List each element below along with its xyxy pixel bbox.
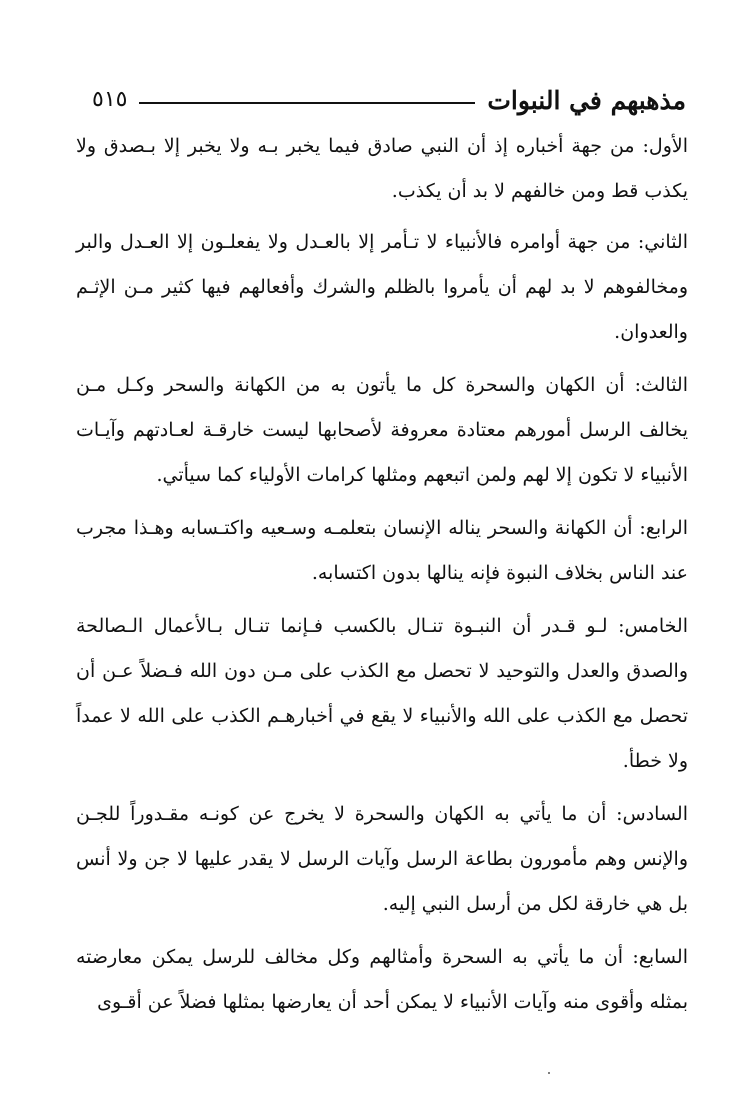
paragraph-seventh: السابع: أن ما يأتي به السحرة وأمثالهم وكل مخالف للرسل يمكن معارضته بمثله وأقوى منه وآيات الأنبياء لا يمكن أحد أن يعارضها بمثلها فضلاً عن أقـوى	[76, 946, 688, 1013]
paragraph-fifth: الخامس: لـو قـدر أن النبـوة تنـال بالكسب فـإنما تنـال بـالأعمال الـصالحة والصدق والعدل والتوحيد لا تحصل مع الكذب على مـن دون الله فـضلاً عـن أن تحصل مع الكذب على الله والأنبياء لا يقع في أخبارهـم الكذب على الله لا عمداً ولا خطأ.	[76, 615, 688, 772]
page-number: ٥١٥	[92, 87, 128, 112]
running-header	[92, 78, 686, 122]
paragraph-second: الثاني: من جهة أوامره فالأنبياء لا تـأمر إلا بالعـدل ولا يفعلـون إلا العـدل والبر ومخالفوهم لا بد لهم أن يأمروا بالظلم والشرك وأفعالهم فيها كثير مـن الإثـم والعدوان.	[76, 231, 688, 343]
paragraph-first: الأول: من جهة أخباره إذ أن النبي صادق فيما يخبر بـه ولا يخبر إلا بـصدق ولا يكذب قط ومن خالفهم لا بد أن يكذب.	[76, 135, 688, 202]
body-text	[76, 124, 688, 1033]
paragraph-third: الثالث: أن الكهان والسحرة كل ما يأتون به من الكهانة والسحر وكـل مـن يخالف الرسل أمورهم معتادة معروفة لأصحابها ليست خارقـة لعـادتهم وآيـات الأنبياء لا تكون إلا لهم ولمن اتبعهم ومثلها كرامات الأولياء كما سيأتي.	[76, 374, 688, 486]
running-title: مذهبهم في النبوات	[487, 85, 686, 115]
scan-speck	[548, 1072, 550, 1074]
paragraph-fourth: الرابع: أن الكهانة والسحر يناله الإنسان بتعلمـه وسـعيه واكتـسابه وهـذا مجرب عند الناس بخلاف النبوة فإنه ينالها بدون اكتسابه.	[76, 517, 688, 584]
header-rule	[139, 102, 475, 104]
paragraph-sixth: السادس: أن ما يأتي به الكهان والسحرة لا يخرج عن كونـه مقـدوراً للجـن والإنس وهم مأمورون بطاعة الرسل وآيات الرسل لا يقدر عليها لا جن ولا أنس بل هي خارقة لكل من أرسل النبي إليه.	[76, 803, 688, 915]
